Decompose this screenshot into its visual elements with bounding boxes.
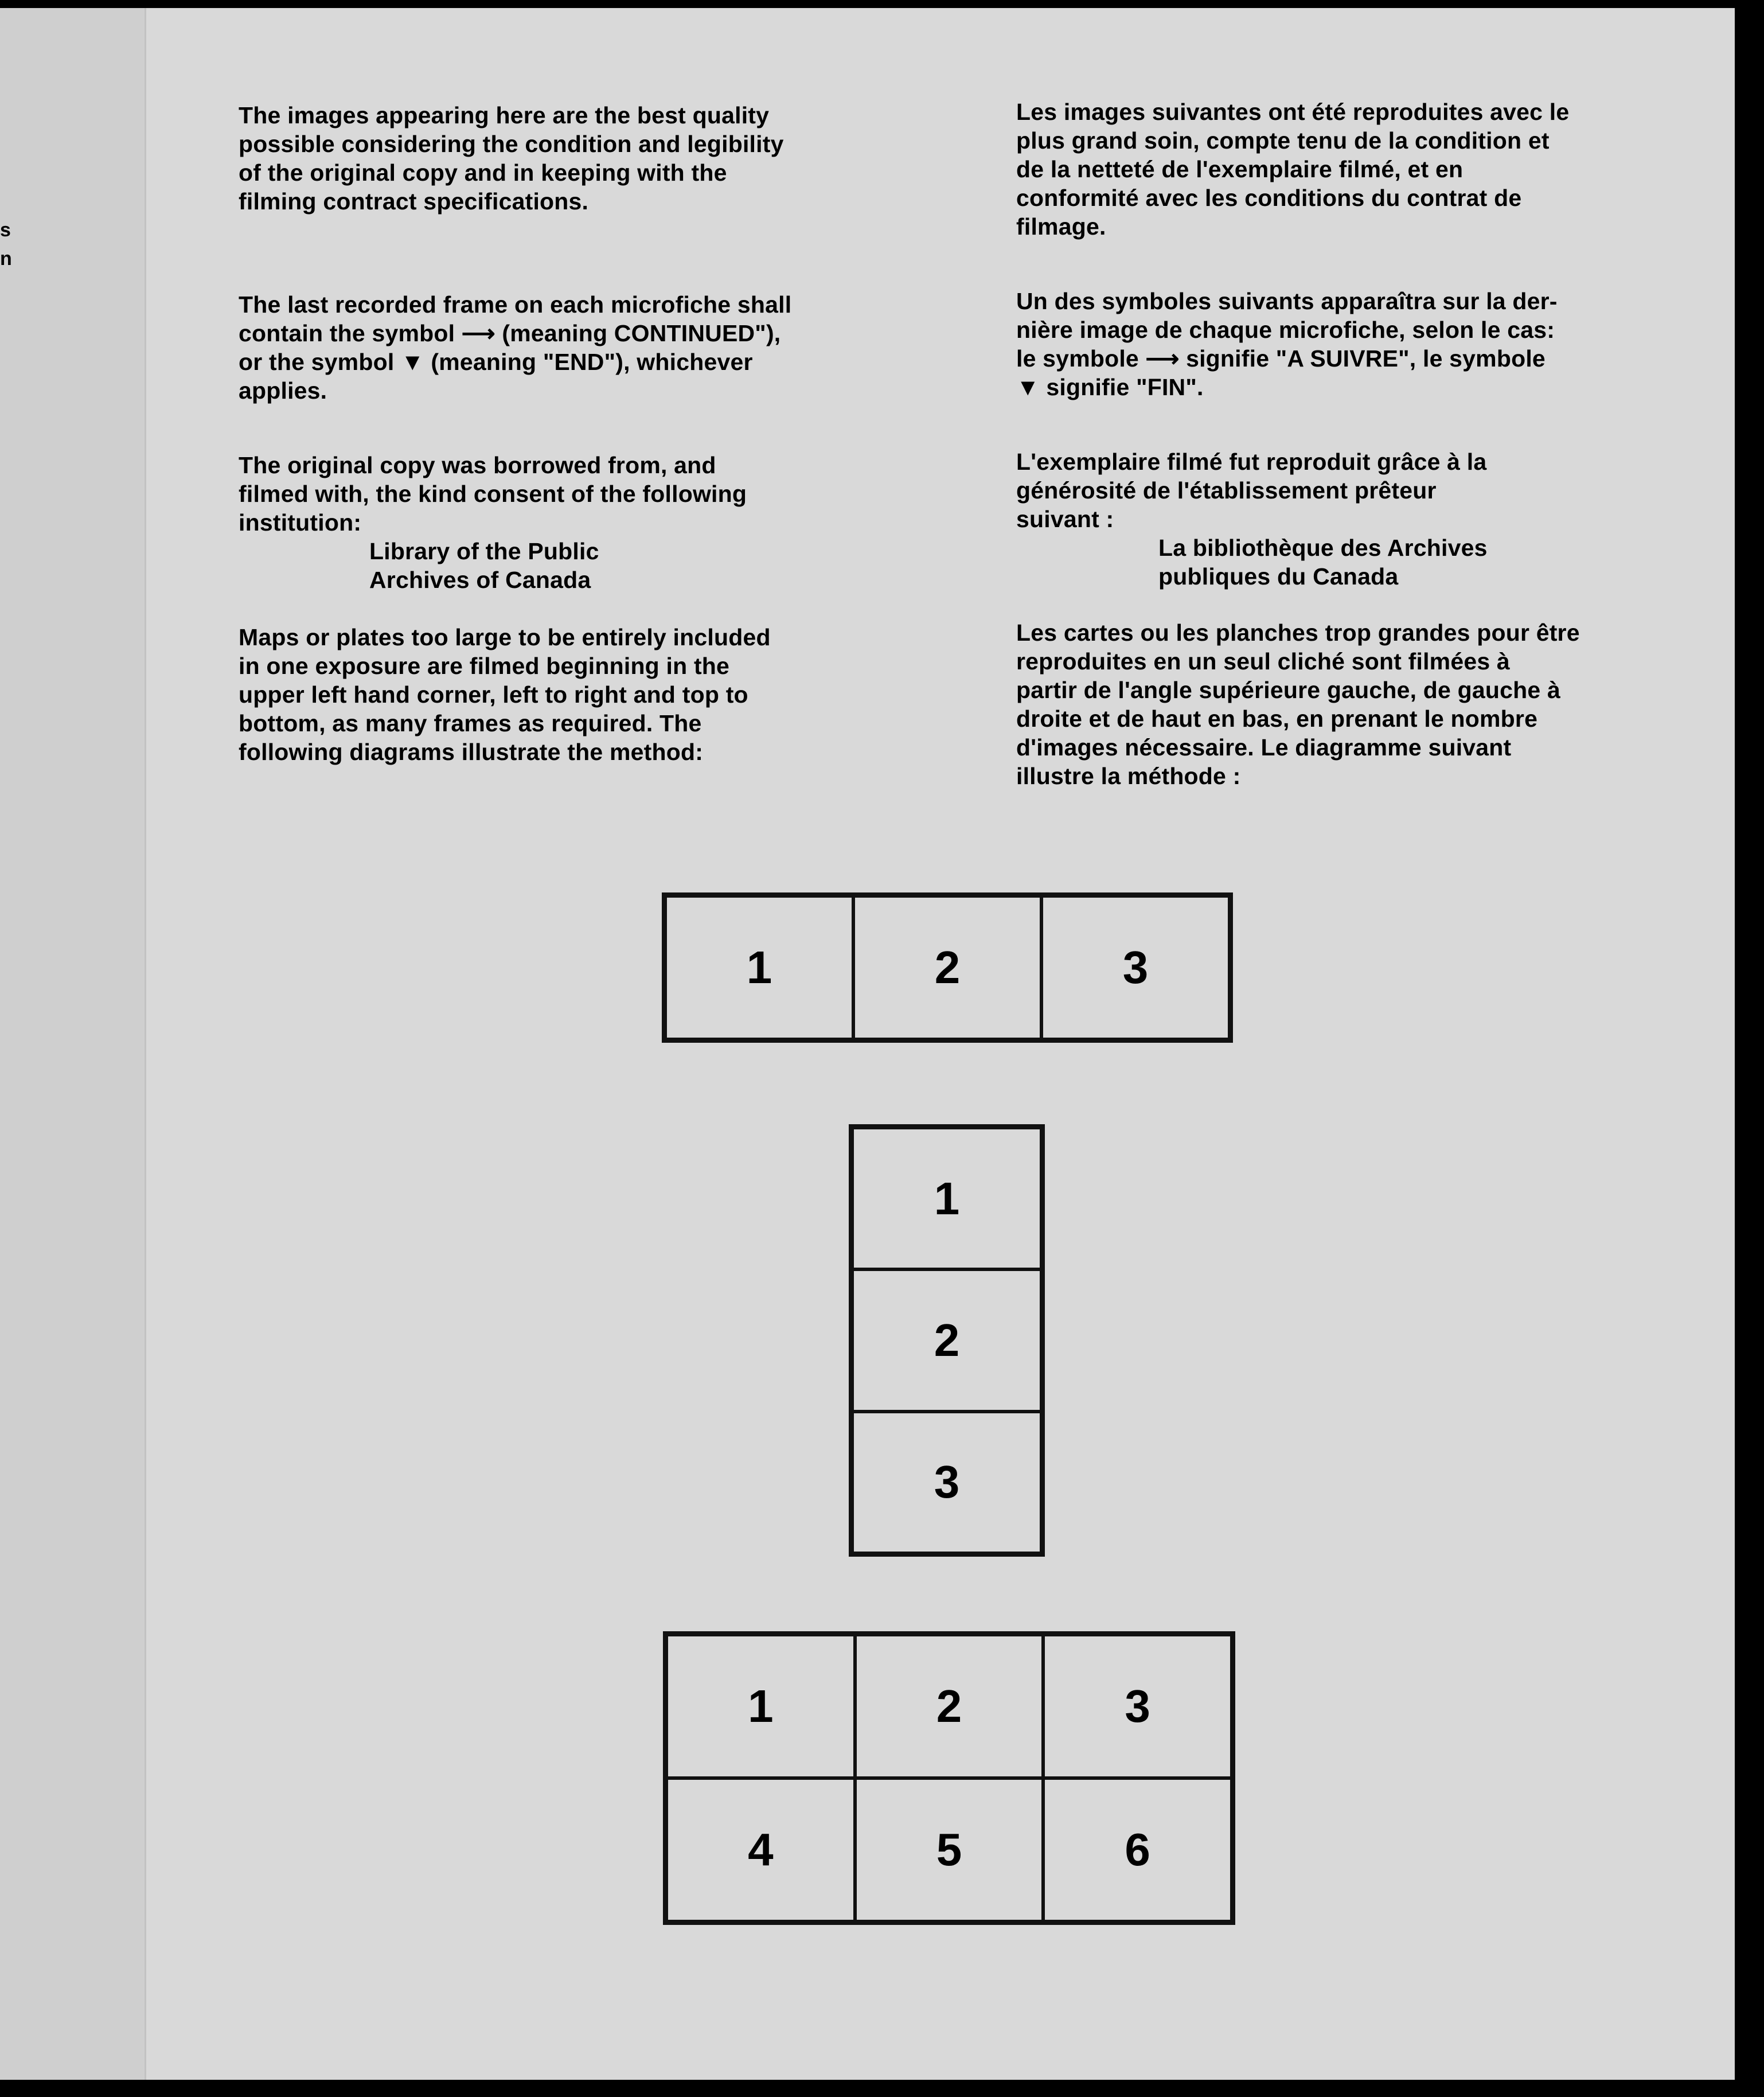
horizontal-frame-diagram (662, 892, 1233, 1043)
text-line: suivant : (1016, 506, 1114, 532)
text-line: Un des symboles suivants apparaîtra sur la der- (1016, 288, 1558, 314)
institution-name-line: publiques du Canada (1158, 563, 1399, 590)
microfiche-target-page (0, 8, 1735, 2080)
text-line: générosité de l'établissement prêteur (1016, 477, 1437, 504)
text-line: de la netteté de l'exemplaire filmé, et en (1016, 156, 1464, 182)
text-line: conformité avec les conditions du contrat de (1016, 185, 1522, 211)
text-line: partir de l'angle supérieure gauche, de gauche à (1016, 677, 1560, 703)
frame-cell: 3 (1041, 896, 1230, 1039)
edge-mark: n (0, 248, 12, 270)
frame-cell: 3 (852, 1412, 1041, 1553)
frame-cell: 2 (852, 1269, 1041, 1411)
text-line: upper left hand corner, left to right and top to (239, 681, 748, 708)
french-symbols-paragraph (1016, 287, 1558, 402)
english-borrowed-paragraph (239, 451, 747, 594)
text-line: The images appearing here are the best quality (239, 102, 770, 128)
text-line: d'images nécessaire. Le diagramme suivant (1016, 734, 1512, 761)
text-line: applies. (239, 377, 327, 404)
text-line: filming contract specifications. (239, 188, 589, 215)
french-maps-paragraph (1016, 618, 1580, 790)
french-borrowed-paragraph (1016, 447, 1488, 591)
vertical-frame-diagram (849, 1124, 1045, 1557)
frame-cell: 1 (852, 1128, 1041, 1269)
text-line: filmage. (1016, 213, 1106, 240)
english-maps-paragraph (239, 623, 771, 766)
text-line: institution: (239, 509, 362, 536)
text-line: or the symbol ▼ (meaning "END"), whichever (239, 349, 753, 375)
text-line: reproduites en un seul cliché sont filmées à (1016, 648, 1510, 675)
text-line: Les cartes ou les planches trop grandes pour être (1016, 619, 1580, 646)
previous-page-edge (0, 8, 146, 2080)
text-line: ▼ signifie "FIN". (1016, 374, 1204, 400)
text-line: possible considering the condition and legibility (239, 131, 784, 157)
english-quality-paragraph (239, 101, 784, 216)
frame-cell: 2 (853, 896, 1041, 1039)
text-line: bottom, as many frames as required. The (239, 710, 702, 736)
institution-name-line: Archives of Canada (369, 567, 591, 593)
edge-mark: s (0, 219, 11, 241)
frame-cell: 1 (666, 1635, 855, 1778)
text-line: following diagrams illustrate the method: (239, 739, 704, 765)
text-line: nière image de chaque microfiche, selon le cas: (1016, 317, 1555, 343)
frame-cell: 5 (855, 1778, 1044, 1921)
frame-cell: 6 (1043, 1778, 1232, 1921)
frame-cell: 2 (855, 1635, 1044, 1778)
text-line: filmed with, the kind consent of the following (239, 481, 747, 507)
text-line: Maps or plates too large to be entirely included (239, 624, 771, 650)
text-line: droite et de haut en bas, en prenant le nombre (1016, 706, 1538, 732)
text-line: contain the symbol ⟶ (meaning CONTINUED"), (239, 320, 781, 346)
english-symbols-paragraph (239, 290, 791, 405)
institution-name-line: La bibliothèque des Archives (1158, 535, 1488, 561)
frame-cell: 4 (666, 1778, 855, 1921)
institution-name-line: Library of the Public (369, 538, 599, 564)
text-line: L'exemplaire filmé fut reproduit grâce à la (1016, 449, 1487, 475)
frame-cell: 3 (1043, 1635, 1232, 1778)
text-line: le symbole ⟶ signifie "A SUIVRE", le symbole (1016, 345, 1546, 372)
french-quality-paragraph (1016, 98, 1569, 241)
text-line: illustre la méthode : (1016, 763, 1241, 789)
text-line: The last recorded frame on each microfiche shall (239, 291, 792, 318)
text-line: plus grand soin, compte tenu de la condition et (1016, 127, 1550, 154)
text-line: in one exposure are filmed beginning in the (239, 653, 730, 679)
text-line: of the original copy and in keeping with the (239, 159, 727, 186)
text-line: Les images suivantes ont été reproduites avec le (1016, 99, 1570, 125)
frame-cell: 1 (665, 896, 853, 1039)
text-line: The original copy was borrowed from, and (239, 452, 716, 478)
grid-frame-diagram (663, 1631, 1235, 1925)
